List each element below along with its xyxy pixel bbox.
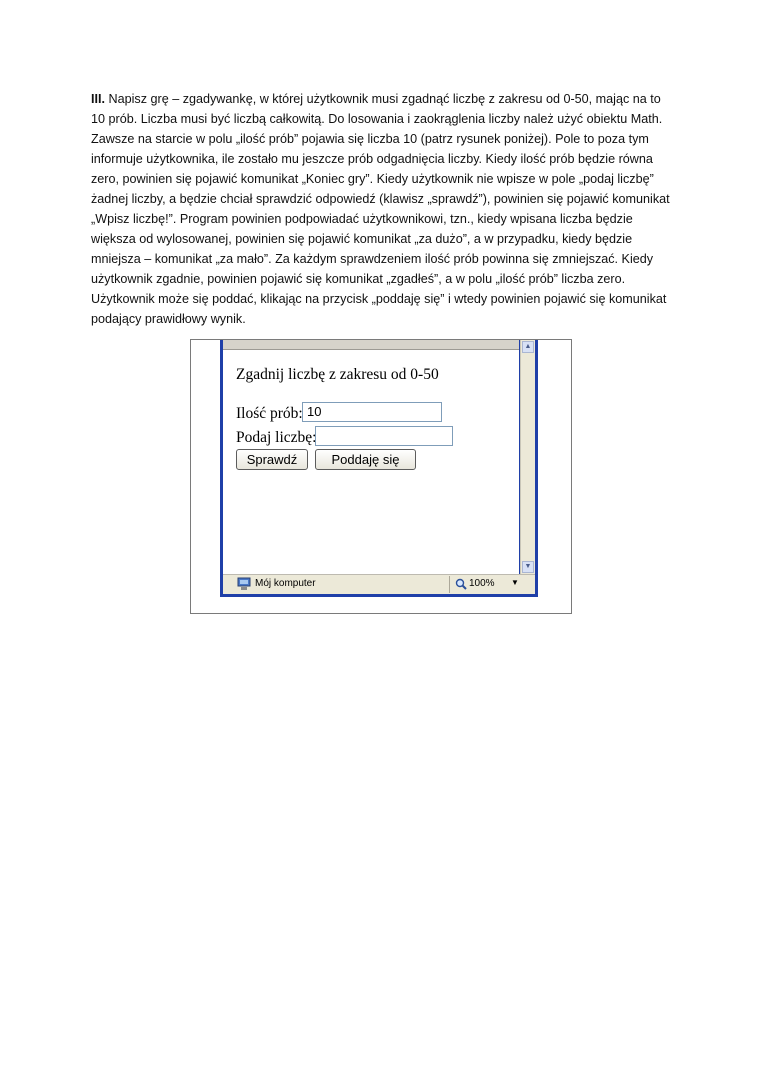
number-input[interactable] xyxy=(315,426,453,446)
number-label: Podaj liczbę: xyxy=(236,429,317,446)
status-zone-text: Mój komputer xyxy=(255,578,316,589)
zoom-level[interactable]: 100% xyxy=(469,578,495,589)
game-heading: Zgadnij liczbę z zakresu od 0-50 xyxy=(236,366,439,383)
page-content xyxy=(223,350,519,574)
task-description xyxy=(91,89,671,329)
status-divider xyxy=(449,576,450,593)
computer-icon xyxy=(237,577,251,591)
task-text: Napisz grę – zgadywankę, w której użytkownik musi zgadnąć liczbę z zakresu od 0-50, mając na to 10 prób. Liczba musi być liczbą całkowitą. Do losowania i zaokrąglenia liczby należ użyć obiektu Math. Zawsze na starcie w polu „ilość prób” pojawia się liczba 10 (patrz rysunek poniżej). Pole to poza tym informuje użytkownika, ile zostało mu jeszcze prób odgadnięcia liczby. Kiedy ilość prób będzie równa zero, powinien się pojawić komunikat „Koniec gry”. Kiedy użytkownik nie wpisze w pole „podaj liczbę” żadnej liczby, a będzie chciał sprawdzić odpowiedź (klawisz „sprawdź”), powinien się pojawić komunikat „Wpisz liczbę!”. Program powinien podpowiadać użytkownikowi, tzn., kiedy wpisana liczba będzie większa od wylosowanej, powinien się pojawić komunikat „za dużo”, a w przypadku, kiedy będzie mniejsza – komunikat „za mało”. Za każdym sprawdzeniem ilość prób powinna się zmniejszać. Kiedy użytkownik zgadnie, powinien pojawić się komunikat „zgadłeś”, a w polu „ilość prób” liczba zero. Użytkownik może się poddać, klikając na przycisk „poddaję się” i wtedy powinien pojawić się komunikat podający prawidłowy wynik. xyxy=(91,92,670,326)
zoom-icon xyxy=(455,578,467,590)
vertical-scrollbar[interactable] xyxy=(520,340,535,574)
check-button[interactable]: Sprawdź xyxy=(236,449,308,470)
tries-input[interactable]: 10 xyxy=(302,402,442,422)
give-up-button[interactable]: Poddaję się xyxy=(315,449,416,470)
status-bar xyxy=(223,574,535,594)
zoom-dropdown-icon[interactable]: ▼ xyxy=(511,578,519,587)
screenshot-figure xyxy=(190,339,572,614)
tries-label: Ilość prób: xyxy=(236,405,303,422)
scroll-down-icon[interactable]: ▼ xyxy=(522,561,534,573)
browser-window xyxy=(220,340,538,597)
task-number: III. xyxy=(91,92,105,106)
browser-toolbar-edge xyxy=(223,340,519,350)
scroll-up-icon[interactable]: ▲ xyxy=(522,341,534,353)
